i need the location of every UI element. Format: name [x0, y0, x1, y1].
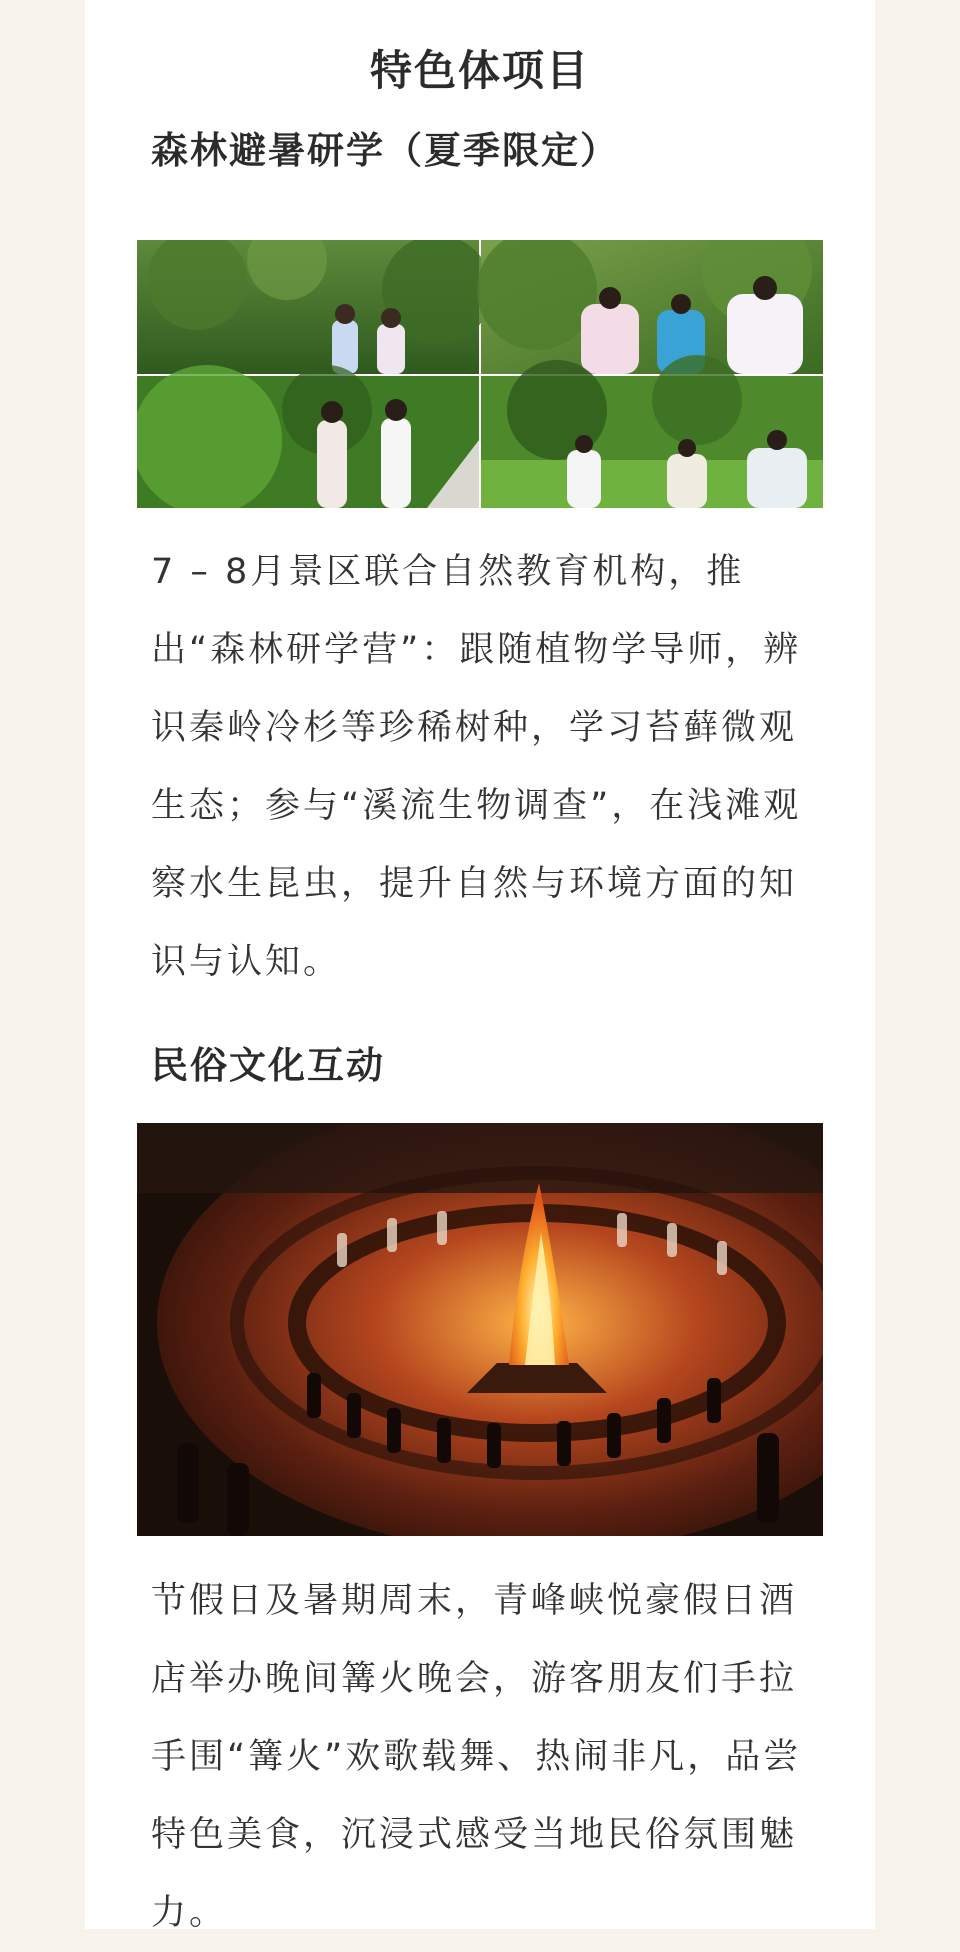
forest-study-photo	[137, 240, 823, 508]
section-text-folk-culture: 节假日及暑期周末，青峰峡悦豪假日酒店举办晚间篝火晚会，游客朋友们手拉手围“篝火”欢歌载舞、热闹非凡，品尝特色美食，沉浸式感受当地民俗氛围魅力。	[151, 1581, 802, 1933]
article-card	[85, 0, 875, 1933]
bonfire-photo	[137, 1123, 823, 1536]
section-heading-folk-culture: 民俗文化互动	[151, 1044, 385, 1087]
section-text-forest: 7 – 8月景区联合自然教育机构，推出“森林研学营”：跟随植物学导师，辨识秦岭冷杉等珍稀树种，学习苔藓微观生态；参与“溪流生物调查”，在浅滩观察水生昆虫，提升自然与环境方面的知识与认知。	[151, 552, 802, 982]
article-title: 特色体项目	[369, 46, 590, 95]
section-heading-forest: 森林避暑研学（夏季限定）	[151, 129, 619, 172]
